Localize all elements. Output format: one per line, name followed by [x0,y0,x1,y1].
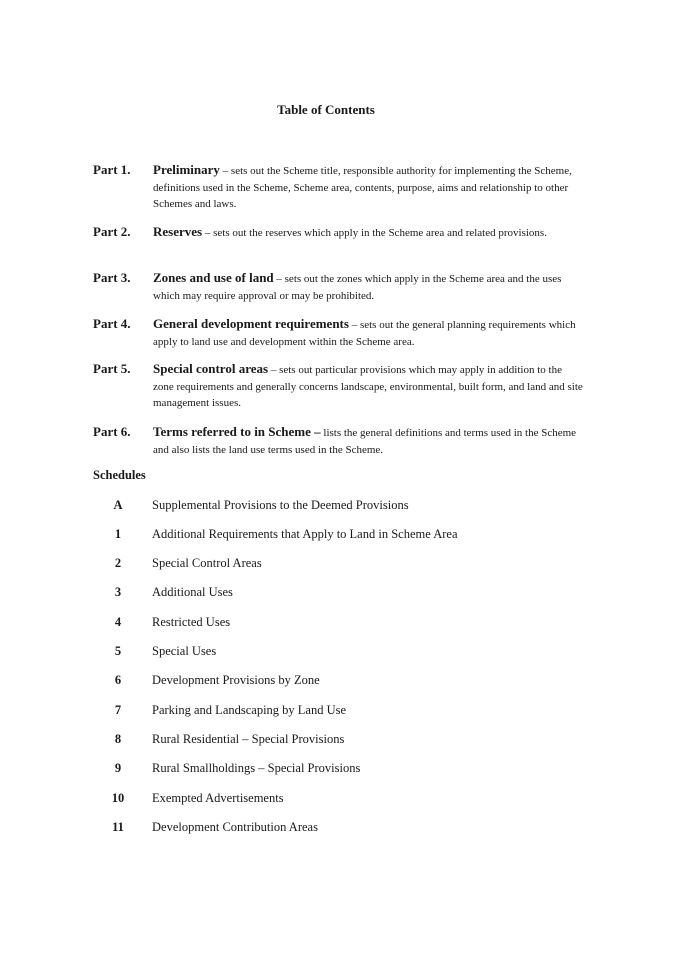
schedule-id: 6 [114,673,122,687]
schedule-label: Exempted Advertisements [152,791,284,805]
schedule-label: Rural Smallholdings – Special Provisions [152,761,361,775]
schedule-label: Special Control Areas [152,556,262,570]
schedule-id: 3 [114,585,122,599]
schedule-row [93,556,573,576]
part-text: – sets out the Scheme title, responsible authority for implementing the Scheme, definitions used in the Scheme, Scheme area, contents, purpose, aims and relationship to other Schemes and laws. [153,165,572,210]
part-description [153,361,583,412]
schedule-label: Development Contribution Areas [152,820,318,834]
schedule-row [93,791,573,811]
schedule-id: 9 [114,761,122,775]
schedule-id: 10 [111,791,125,805]
schedule-row [93,732,573,752]
schedule-id: A [113,498,123,512]
part-description [153,424,583,458]
part-heading: Terms referred to in Scheme – [153,424,321,439]
schedule-row [93,703,573,723]
schedule-row [93,585,573,605]
schedule-id: 2 [114,556,122,570]
schedule-label: Parking and Landscaping by Land Use [152,703,347,717]
schedule-row [93,527,573,547]
schedule-label: Additional Uses [152,585,233,599]
part-text: – sets out the zones which apply in the Scheme area and the uses which may require approval or may be prohibited. [153,273,562,302]
part-text: – sets out the reserves which apply in the Scheme area and related provisions. [202,227,547,239]
part-heading: General development requirements [153,316,349,331]
schedule-id: 5 [114,644,122,658]
part-label: Part 4. [93,316,131,331]
part-text: – sets out particular provisions which may apply in addition to the zone requirements and generally concerns landscape, environmental, built form, and land and site management issues. [153,364,583,409]
part-heading: Zones and use of land [153,270,274,285]
schedule-id: 11 [112,820,124,834]
part-label: Part 2. [93,224,131,239]
schedule-id: 8 [114,732,122,746]
schedule-id: 4 [114,615,122,629]
part-heading: Special control areas [153,361,269,376]
schedule-row [93,644,573,664]
schedule-label: Restricted Uses [152,615,231,629]
schedule-row [93,673,573,693]
part-description [153,224,583,242]
schedule-label: Special Uses [152,644,217,658]
part-text: – sets out the general planning requirements which apply to land use and development within the Scheme area. [153,319,576,348]
schedules-heading: Schedules [93,468,146,482]
part-label: Part 1. [93,162,131,177]
part-heading: Reserves [153,224,203,239]
schedule-label: Supplemental Provisions to the Deemed Provisions [152,498,409,512]
schedule-row [93,498,573,518]
page-title: Table of Contents [277,102,375,117]
schedule-label: Development Provisions by Zone [152,673,320,687]
part-label: Part 3. [93,270,131,285]
schedule-id: 1 [114,527,122,541]
part-description [153,162,583,213]
schedule-row [93,761,573,781]
part-description [153,316,583,350]
schedule-row [93,820,573,840]
schedule-label: Rural Residential – Special Provisions [152,732,345,746]
part-text: lists the general definitions and terms used in the Scheme and also lists the land use terms used in the Scheme. [153,427,577,456]
schedule-id: 7 [114,703,122,717]
part-label: Part 5. [93,361,131,376]
part-description [153,270,583,304]
part-heading: Preliminary [153,162,220,177]
schedule-label: Additional Requirements that Apply to Land in Scheme Area [152,527,458,541]
part-label: Part 6. [93,424,131,439]
schedule-row [93,615,573,635]
